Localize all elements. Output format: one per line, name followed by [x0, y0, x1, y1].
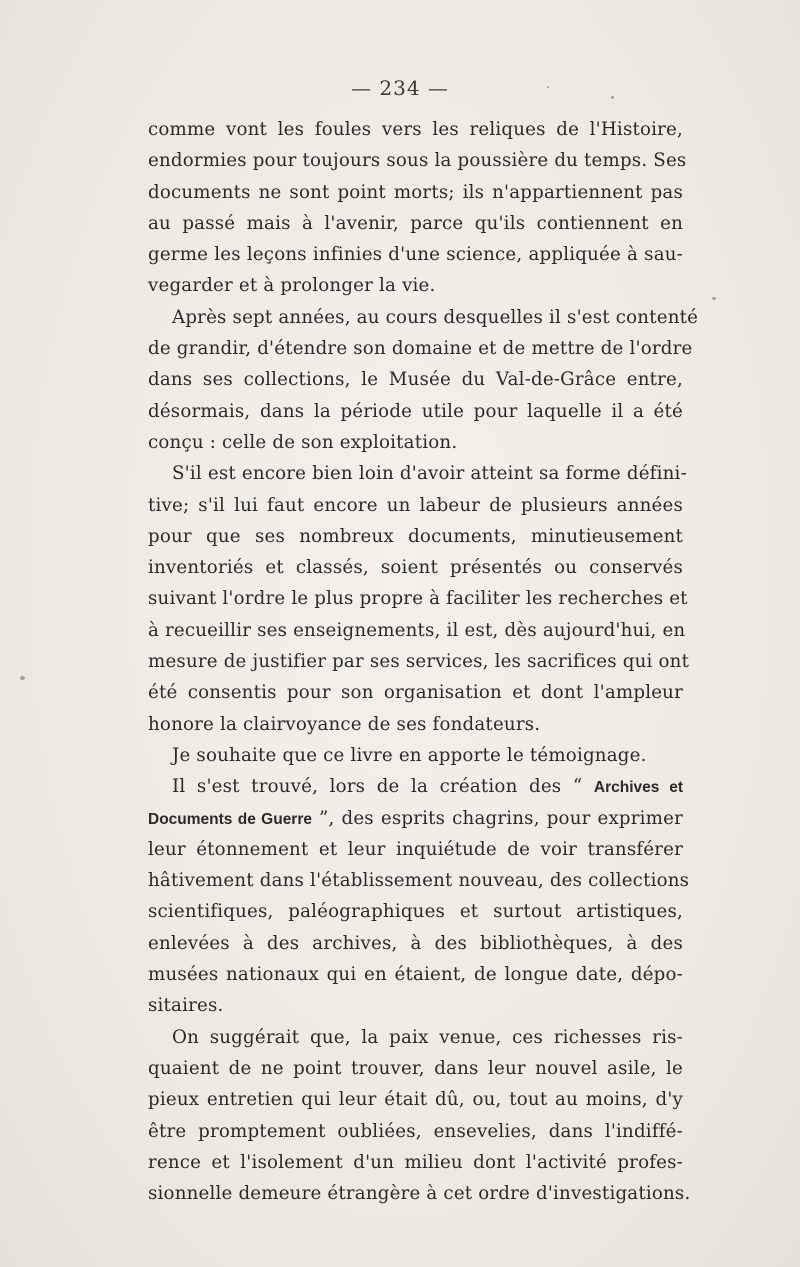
- text-line: [148, 302, 699, 333]
- line-text: mesure de justifier par ses services, les sacrifices qui ont: [148, 651, 690, 673]
- text-line: [148, 396, 683, 427]
- text-line: [148, 490, 683, 521]
- line-text: enlevées à des archives, à des bibliothèques, à des: [148, 932, 683, 954]
- line-text: pour que ses nombreux documents, minutieusement: [148, 525, 683, 547]
- text-line: [148, 239, 683, 270]
- paper-speck: [611, 96, 614, 99]
- text-line: [148, 177, 683, 208]
- line-text: Il s'est trouvé, lors de la création des “: [172, 776, 594, 798]
- line-text: On suggérait que, la paix venue, ces richesses ris-: [172, 1026, 683, 1048]
- line-text: ”, des esprits chagrins, pour exprimer: [312, 807, 683, 829]
- line-text: scientifiques, paléographiques et surtout artistiques,: [148, 901, 683, 923]
- line-text: leur étonnement et leur inquiétude de voir transférer: [148, 838, 683, 860]
- line-text: musées nationaux qui en étaient, de longue date, dépo-: [148, 964, 683, 986]
- text-line: [148, 427, 683, 458]
- body-text: [148, 114, 699, 1209]
- small-caps-title: Documents de Guerre: [148, 810, 312, 828]
- line-text: suivant l'ordre le plus propre à faciliter les recherches et: [148, 588, 688, 610]
- line-text: documents ne sont point morts; ils n'appartiennent pas: [148, 181, 683, 203]
- text-line: [148, 803, 683, 834]
- paper-speck: [547, 86, 549, 88]
- text-line: [148, 709, 683, 740]
- line-text: à recueillir ses enseignements, il est, dès aujourd'hui, en: [148, 619, 686, 641]
- text-line: [148, 1053, 683, 1084]
- line-text: rence et l'isolement d'un milieu dont l'activité profes-: [148, 1151, 683, 1173]
- text-line: [148, 1084, 683, 1115]
- text-line: [148, 333, 693, 364]
- text-line: [148, 114, 683, 145]
- text-line: [148, 865, 690, 896]
- line-text: Après sept années, au cours desquelles il s'est contenté: [172, 306, 699, 328]
- line-text: au passé mais à l'avenir, parce qu'ils contiennent en: [148, 212, 683, 234]
- line-text: désormais, dans la période utile pour laquelle il a été: [148, 400, 683, 422]
- line-text: endormies pour toujours sous la poussière du temps. Ses: [148, 150, 687, 172]
- text-line: [148, 208, 683, 239]
- text-line: [148, 270, 683, 301]
- line-text: sitaires.: [148, 995, 224, 1017]
- text-line: [148, 677, 683, 708]
- line-text: conçu : celle de son exploitation.: [148, 431, 458, 453]
- text-line: [148, 959, 683, 990]
- line-text: pieux entretien qui leur était dû, ou, tout au moins, d'y: [148, 1089, 683, 1111]
- line-text: sionnelle demeure étrangère à cet ordre d'investigations.: [148, 1183, 691, 1205]
- line-text: honore la clairvoyance de ses fondateurs.: [148, 713, 541, 735]
- paper-speck: [20, 676, 25, 680]
- line-text: été consentis pour son organisation et dont l'ampleur: [148, 682, 683, 704]
- text-line: [148, 583, 688, 614]
- paper-speck: [712, 297, 716, 300]
- line-text: inventoriés et classés, soient présentés ou conservés: [148, 557, 683, 579]
- text-line: [148, 552, 683, 583]
- line-text: dans ses collections, le Musée du Val-de-Grâce entre,: [148, 369, 683, 391]
- text-line: [148, 1178, 691, 1209]
- text-line: [148, 364, 683, 395]
- line-text: être promptement oubliées, ensevelies, dans l'indiffé-: [148, 1120, 683, 1142]
- line-text: vegarder et à prolonger la vie.: [148, 275, 436, 297]
- text-line: [148, 740, 683, 771]
- line-text: Je souhaite que ce livre en apporte le témoignage.: [172, 744, 647, 766]
- text-line: [148, 521, 683, 552]
- small-caps-title: Archives et: [593, 779, 683, 797]
- text-line: [148, 896, 683, 927]
- text-line: [148, 928, 683, 959]
- line-text: comme vont les foules vers les reliques de l'Histoire,: [148, 119, 683, 140]
- text-line: [148, 771, 683, 802]
- text-line: [148, 145, 687, 176]
- text-line: [148, 1147, 683, 1178]
- text-line: [148, 615, 686, 646]
- text-line: [148, 990, 683, 1021]
- line-text: tive; s'il lui faut encore un labeur de plusieurs années: [148, 494, 683, 516]
- text-line: [148, 834, 683, 865]
- page-number: — 234 —: [351, 76, 449, 100]
- line-text: quaient de ne point trouver, dans leur nouvel asile, le: [148, 1057, 683, 1079]
- line-text: S'il est encore bien loin d'avoir atteint sa forme défini-: [172, 463, 687, 485]
- line-text: de grandir, d'étendre son domaine et de mettre de l'ordre: [148, 338, 693, 360]
- line-text: hâtivement dans l'établissement nouveau, des collections: [148, 870, 690, 892]
- text-line: [148, 646, 690, 677]
- text-line: [148, 1022, 683, 1053]
- line-text: germe les leçons infinies d'une science, appliquée à sau-: [148, 244, 683, 266]
- text-line: [148, 458, 687, 489]
- text-line: [148, 1116, 683, 1147]
